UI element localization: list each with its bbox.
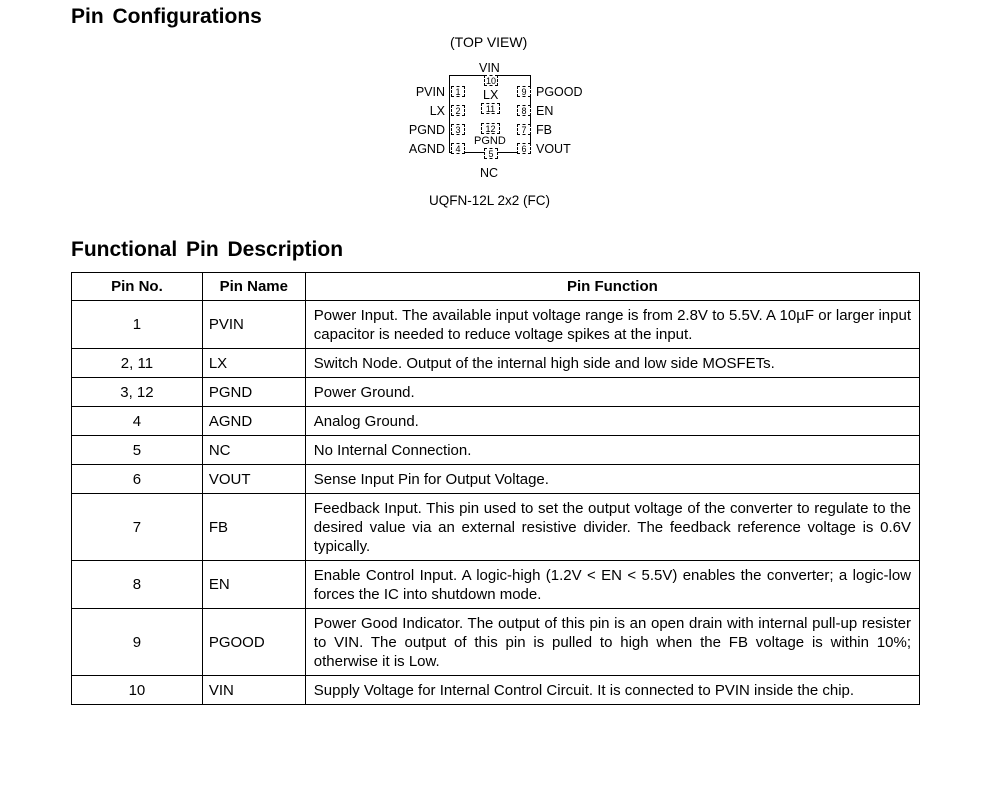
pin-pad-10: 10 bbox=[485, 76, 496, 86]
pin-pad-8: 8 bbox=[517, 105, 531, 116]
pin-function-cell: Sense Input Pin for Output Voltage. bbox=[305, 465, 919, 494]
bottom-pin-name: NC bbox=[480, 166, 499, 180]
center-pin-name-lx: LX bbox=[483, 88, 499, 102]
table-row bbox=[72, 561, 920, 609]
header-pin-no: Pin No. bbox=[72, 273, 203, 301]
pin-no-cell: 8 bbox=[72, 561, 203, 609]
table-row bbox=[72, 407, 920, 436]
left-pin-name-pgnd: PGND bbox=[408, 123, 445, 137]
pin-no-cell: 1 bbox=[72, 301, 203, 349]
pin-pad-2: 2 bbox=[451, 105, 465, 116]
pin-function-cell: Feedback Input. This pin used to set the output voltage of the converter to regulate to the desired value via an external resistive divider. The feedback reference voltage is 0.6V typically. bbox=[305, 494, 919, 561]
package-body bbox=[449, 75, 531, 159]
pin-pad-5: 5 bbox=[484, 148, 498, 159]
table-row bbox=[72, 378, 920, 407]
table-header-row bbox=[72, 273, 920, 301]
left-pin-name-pvin: PVIN bbox=[415, 85, 445, 99]
table-row bbox=[72, 465, 920, 494]
pin-config-title: Pin Configurations bbox=[71, 5, 262, 28]
pin-function-cell: Analog Ground. bbox=[305, 407, 919, 436]
header-pin-function: Pin Function bbox=[305, 273, 919, 301]
pin-pad-9: 9 bbox=[517, 86, 531, 97]
pin-pad-4: 4 bbox=[451, 143, 465, 154]
pin-name-cell: PGOOD bbox=[202, 609, 305, 676]
pin-function-cell: Switch Node. Output of the internal high side and low side MOSFETs. bbox=[305, 349, 919, 378]
pin-function-cell: Power Ground. bbox=[305, 378, 919, 407]
left-pin-name-lx: LX bbox=[429, 104, 445, 118]
right-pin-name-vout: VOUT bbox=[536, 142, 571, 156]
pin-description-table bbox=[71, 272, 920, 705]
table-row bbox=[72, 301, 920, 349]
pin-pad-1: 1 bbox=[451, 86, 465, 97]
pin-no-cell: 2, 11 bbox=[72, 349, 203, 378]
right-pin-name-fb: FB bbox=[536, 123, 552, 137]
table-row bbox=[72, 494, 920, 561]
pin-name-cell: VOUT bbox=[202, 465, 305, 494]
right-pin-name-pgood: PGOOD bbox=[536, 85, 583, 99]
pin-function-cell: Enable Control Input. A logic-high (1.2V < EN < 5.5V) enables the converter; a logic-low forces the IC into shutdown mode. bbox=[305, 561, 919, 609]
pin-no-cell: 7 bbox=[72, 494, 203, 561]
pin-pad-7: 7 bbox=[517, 124, 531, 135]
pin-name-cell: AGND bbox=[202, 407, 305, 436]
pin-name-cell: EN bbox=[202, 561, 305, 609]
pin-pad-6: 6 bbox=[517, 143, 531, 154]
header-pin-name: Pin Name bbox=[202, 273, 305, 301]
functional-title: Functional Pin Description bbox=[71, 238, 344, 261]
pin-no-cell: 5 bbox=[72, 436, 203, 465]
table-row bbox=[72, 436, 920, 465]
table-row bbox=[72, 676, 920, 705]
pin-function-cell: Power Good Indicator. The output of this pin is an open drain with internal pull-up resister to VIN. The output of this pin is pulled to high when the FB voltage is within 10%; otherwise it is Low. bbox=[305, 609, 919, 676]
right-pin-name-en: EN bbox=[536, 104, 554, 118]
pin-name-cell: LX bbox=[202, 349, 305, 378]
pin-pad-3: 3 bbox=[451, 124, 465, 135]
top-view-label: (TOP VIEW) bbox=[450, 34, 528, 50]
pin-no-cell: 6 bbox=[72, 465, 203, 494]
package-label: UQFN-12L 2x2 (FC) bbox=[429, 193, 551, 208]
pin-name-cell: PGND bbox=[202, 378, 305, 407]
pin-function-cell: Supply Voltage for Internal Control Circuit. It is connected to PVIN inside the chip. bbox=[305, 676, 919, 705]
table-row bbox=[72, 609, 920, 676]
pin-function-cell: Power Input. The available input voltage range is from 2.8V to 5.5V. A 10µF or larger input capacitor is needed to reduce voltage spikes at the input. bbox=[305, 301, 919, 349]
center-pin-name-pgnd: PGND bbox=[474, 135, 506, 147]
pin-pad-12: 12 bbox=[481, 123, 500, 134]
table-row bbox=[72, 349, 920, 378]
pin-name-cell: NC bbox=[202, 436, 305, 465]
top-pin-name: VIN bbox=[479, 61, 500, 75]
pin-no-cell: 3, 12 bbox=[72, 378, 203, 407]
pin-function-cell: No Internal Connection. bbox=[305, 436, 919, 465]
pin-name-cell: PVIN bbox=[202, 301, 305, 349]
pin-no-cell: 4 bbox=[72, 407, 203, 436]
pin-pad-11: 11 bbox=[481, 103, 500, 114]
pin-name-cell: VIN bbox=[202, 676, 305, 705]
pin-no-cell: 9 bbox=[72, 609, 203, 676]
package-diagram bbox=[395, 32, 595, 212]
left-pin-name-agnd: AGND bbox=[408, 142, 445, 156]
pin-name-cell: FB bbox=[202, 494, 305, 561]
pin-no-cell: 10 bbox=[72, 676, 203, 705]
